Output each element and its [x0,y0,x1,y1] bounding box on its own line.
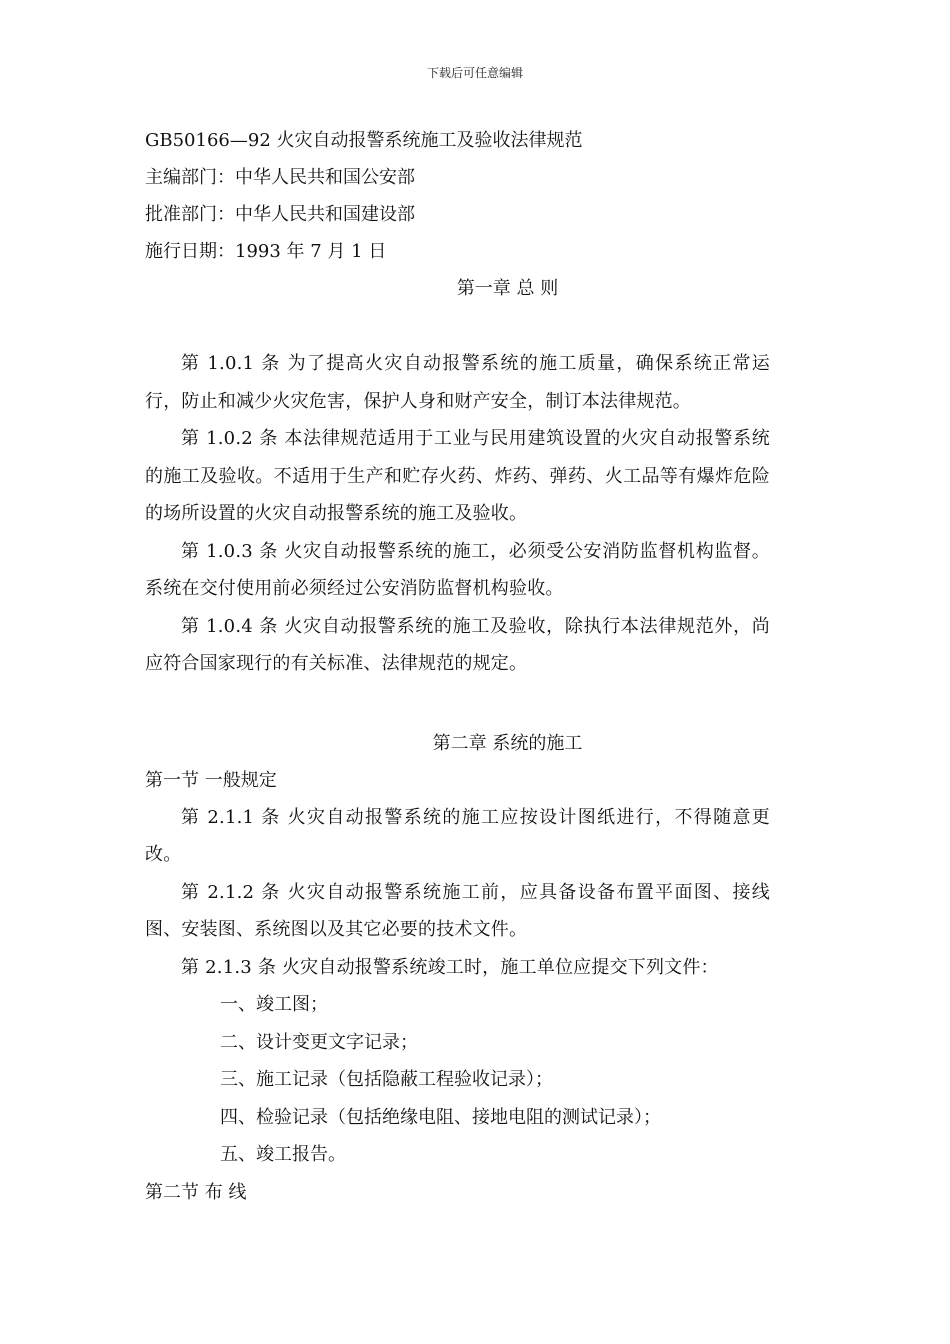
chapter-1-heading: 第一章 总 则 [456,278,559,299]
list-item: 四、检验记录（包括绝缘电阻、接地电阻的测试记录）； [220,1106,661,1128]
document-title: GB50166—92 火灾自动报警系统施工及验收法律规范 [145,130,583,151]
list-item: 一、竣工图； [220,994,328,1015]
list-item: 五、竣工报告。 [220,1144,346,1165]
section-2-heading: 第二节 布 线 [145,1181,247,1203]
article-1-0-3: 第 1.0.3 条 火灾自动报警系统的施工，必须受公安消防监督机构监督。系统在交付使用前必须经过公安消防监督机构验收。 [145,540,770,599]
chapter-2-heading: 第二章 系统的施工 [432,732,583,754]
article-2-1-2: 第 2.1.2 条 火灾自动报警系统施工前，应具备设备布置平面图、接线图、安装图、系统图以及其它必要的技术文件。 [145,881,770,940]
list-item: 三、施工记录（包括隐蔽工程验收记录）； [220,1069,553,1090]
approver-department: 批准部门：中华人民共和国建设部 [145,204,415,225]
document-body [145,122,770,1211]
article-2-1-1: 第 2.1.1 条 火灾自动报警系统的施工应按设计图纸进行，不得随意更改。 [145,806,770,865]
page-header: 下载后可任意编辑 [426,66,523,80]
article-2-1-3: 第 2.1.3 条 火灾自动报警系统竣工时，施工单位应提交下列文件： [181,956,719,978]
section-1-heading: 第一节 一般规定 [145,769,277,791]
article-1-0-1: 第 1.0.1 条 为了提高火灾自动报警系统的施工质量，确保系统正常运行，防止和减少火灾危害，保护人身和财产安全，制订本法律规范。 [145,353,770,412]
article-1-0-4: 第 1.0.4 条 火灾自动报警系统的施工及验收，除执行本法律规范外，尚应符合国家现行的有关标准、法律规范的规定。 [145,615,770,674]
article-1-0-2: 第 1.0.2 条 本法律规范适用于工业与民用建筑设置的火灾自动报警系统的施工及验收。不适用于生产和贮存火药、炸药、弹药、火工品等有爆炸危险的场所设置的火灾自动报警系统的施工及验收。 [145,428,770,524]
list-item: 二、设计变更文字记录； [220,1031,418,1053]
editor-department: 主编部门：中华人民共和国公安部 [145,167,415,188]
effective-date: 施行日期：1993 年 7 月 1 日 [145,241,387,262]
